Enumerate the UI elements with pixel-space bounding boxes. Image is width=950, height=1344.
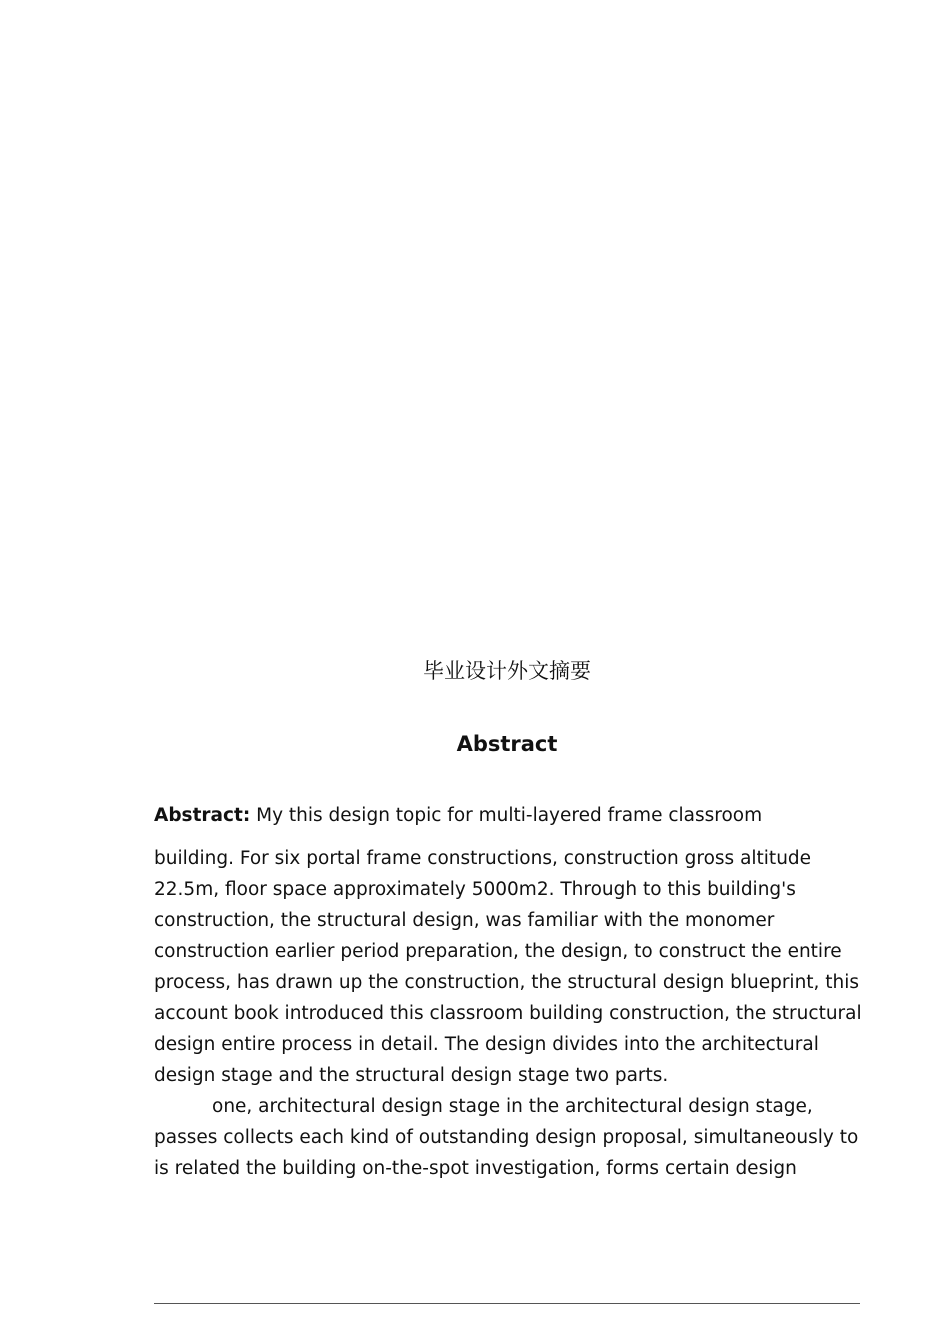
abstract-paragraph-2: one, architectural design stage in the architectural design stage, passes collects each kind of outstanding design proposal, simultaneously to is related the building on-the-spot investigation, forms certain design [154, 1096, 859, 1179]
abstract-body [154, 843, 866, 1184]
abstract-first-line-text: My this design topic for multi-layered frame classroom [250, 805, 763, 826]
abstract-paragraph-1: building. For six portal frame constructions, construction gross altitude 22.5m, floor space approximately 5000m2. Through to this building's construction, the structural design, was familiar with the monomer construction earlier period preparation, the design, to construct the entire process, has drawn up the construction, the structural design blueprint, this account book introduced this classroom building construction, the structural design entire process in detail. The design divides into the architectural design stage and the structural design stage two parts. [154, 848, 862, 1086]
chinese-title: 毕业设计外文摘要 [423, 659, 591, 683]
abstract-heading: Abstract [456, 732, 558, 756]
footer-divider [154, 1303, 860, 1304]
abstract-label: Abstract: [154, 805, 251, 826]
abstract-first-line [154, 803, 864, 829]
